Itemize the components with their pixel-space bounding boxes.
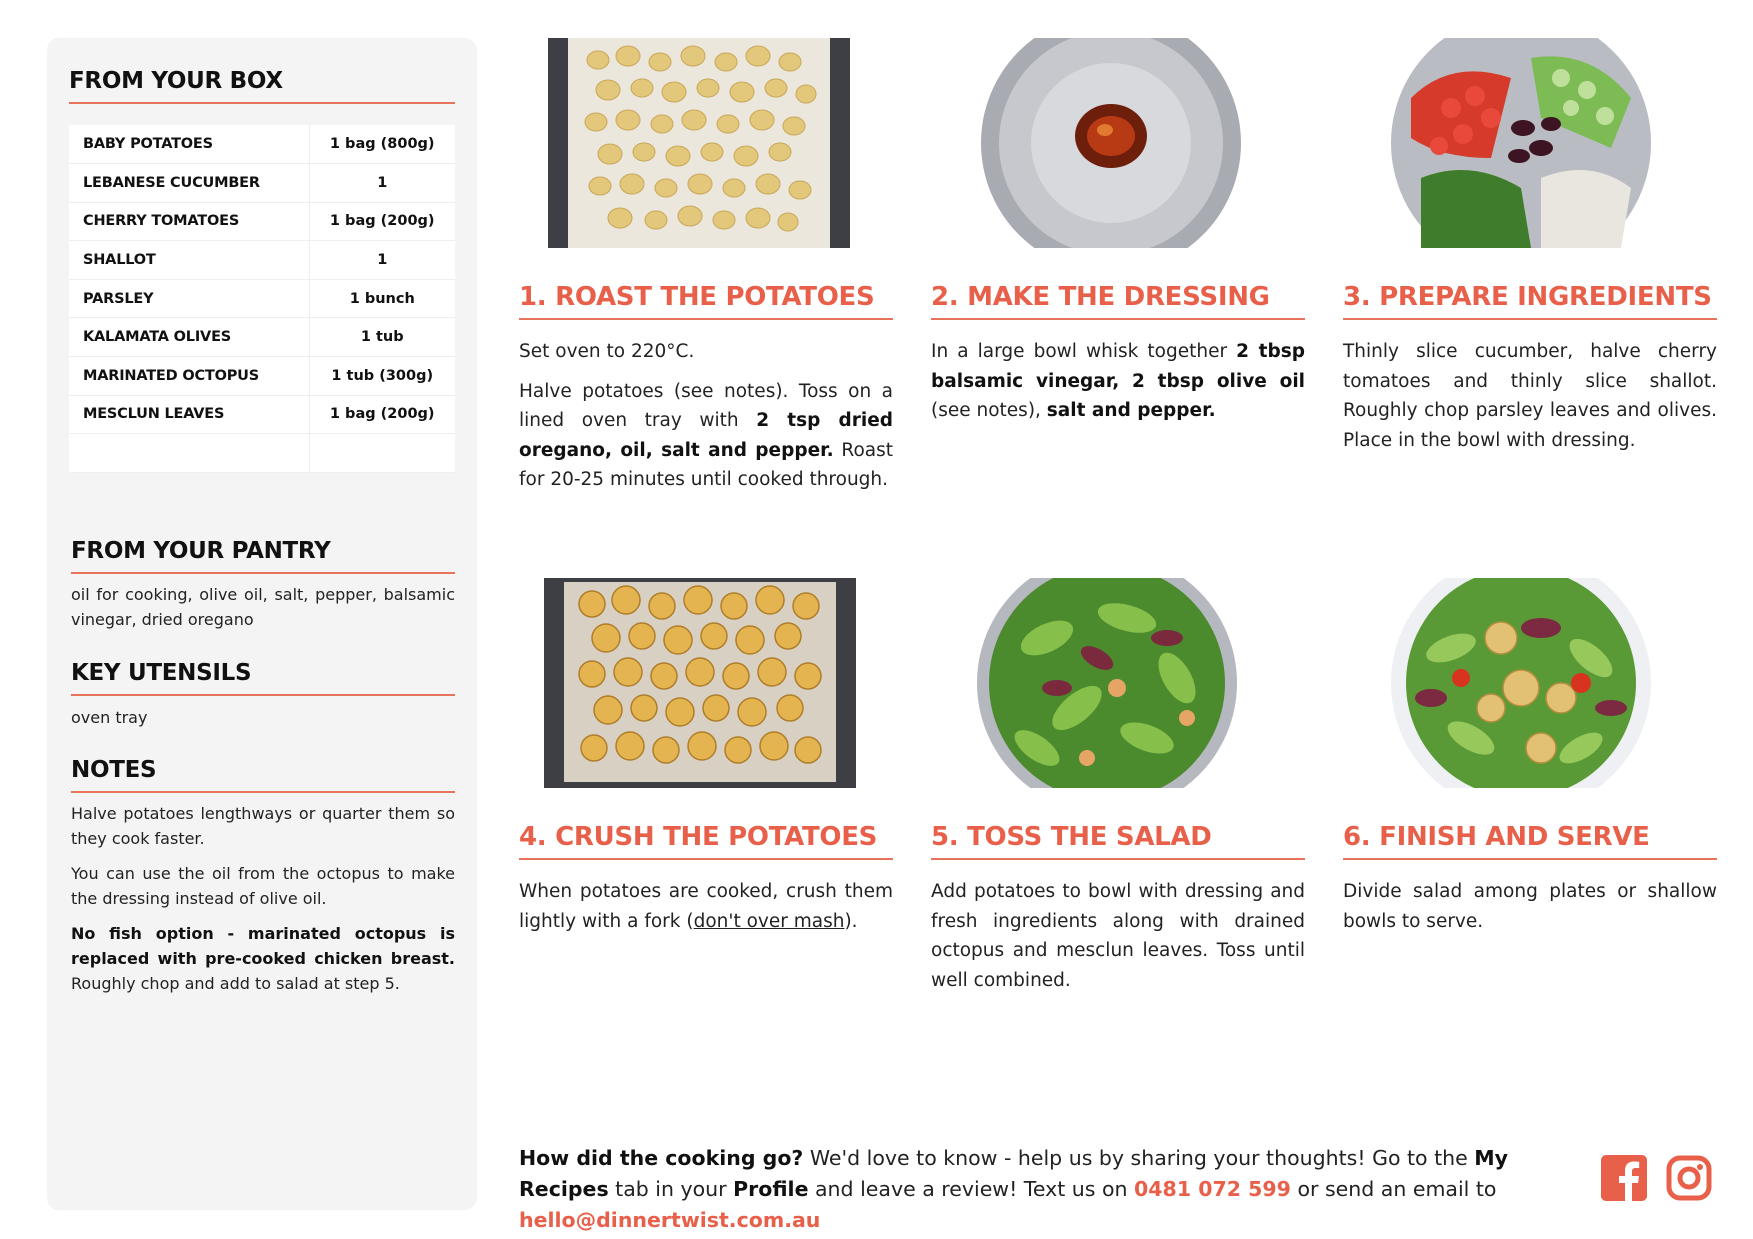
table-row: CHERRY TOMATOES 1 bag (200g) [69, 202, 455, 241]
table-row: LEBANESE CUCUMBER 1 [69, 164, 455, 203]
instagram-icon[interactable] [1666, 1155, 1712, 1201]
from-your-box-heading: FROM YOUR BOX [69, 68, 455, 104]
utensils-text: oven tray [71, 708, 148, 727]
table-row: MARINATED OCTOPUS 1 tub (300g) [69, 357, 455, 396]
step-3-title: 3. PREPARE INGREDIENTS [1343, 282, 1717, 320]
step-6-body: Divide salad among plates or shallow bowls to serve. [1343, 881, 1717, 932]
phone-link[interactable]: 0481 072 599 [1134, 1177, 1291, 1201]
step-6-title: 6. FINISH AND SERVE [1343, 822, 1717, 860]
note-2: You can use the oil from the octopus to make the dressing instead of olive oil. [71, 864, 455, 908]
note-1: Halve potatoes lengthways or quarter them so they cook faster. [71, 804, 455, 848]
finished-salad-plate-photo [1391, 578, 1651, 788]
table-row: KALAMATA OLIVES 1 tub [69, 318, 455, 357]
ingredients-sidebar [47, 38, 477, 1210]
table-row: SHALLOT 1 [69, 241, 455, 280]
box-ingredients-table [69, 125, 455, 473]
crushed-potatoes-tray-photo [544, 578, 856, 788]
notes-heading: NOTES [71, 757, 455, 793]
feedback-footer: How did the cooking go? We'd love to know - help us by sharing your thoughts! Go to the My Recipes tab in your Profile and leave a review! Text us on 0481 072 599 or send an email to hello@dinnertwist.com.au [519, 1146, 1509, 1232]
tossed-salad-bowl-photo [977, 578, 1237, 788]
table-row: BABY POTATOES 1 bag (800g) [69, 125, 455, 164]
step-2-title: 2. MAKE THE DRESSING [931, 282, 1305, 320]
roasted-potatoes-tray-photo [548, 38, 850, 248]
key-utensils-heading: KEY UTENSILS [71, 660, 455, 696]
step-4-body: When potatoes are cooked, crush them lightly with a fork (don't over mash). [519, 881, 893, 932]
table-row: MESCLUN LEAVES 1 bag (200g) [69, 395, 455, 434]
notes-text [71, 801, 455, 1006]
table-row: PARSLEY 1 bunch [69, 279, 455, 318]
step-1-body: Set oven to 220°C. Halve potatoes (see notes). Toss on a lined oven tray with 2 tsp dried oregano, oil, salt and pepper. Roast for 20-25 minutes until cooked through. [519, 341, 893, 490]
step-5-body: Add potatoes to bowl with dressing and fresh ingredients along with drained octopus and mesclun leaves. Toss until well combined. [931, 881, 1305, 991]
step-4-title: 4. CRUSH THE POTATOES [519, 822, 893, 860]
step-1-title: 1. ROAST THE POTATOES [519, 282, 893, 320]
step-3-body: Thinly slice cucumber, halve cherry tomatoes and thinly slice shallot. Roughly chop parsley leaves and olives. Place in the bowl with dressing. [1343, 341, 1717, 451]
step-2-body: In a large bowl whisk together 2 tbsp balsamic vinegar, 2 tbsp olive oil (see notes), salt and pepper. [931, 341, 1305, 421]
pantry-text: oil for cooking, olive oil, salt, pepper, balsamic vinegar, dried oregano [71, 585, 455, 629]
from-your-pantry-heading: FROM YOUR PANTRY [71, 538, 455, 574]
table-row-empty [69, 434, 455, 473]
facebook-icon[interactable] [1601, 1155, 1647, 1201]
email-link[interactable]: hello@dinnertwist.com.au [519, 1208, 821, 1232]
dressing-bowl-photo [981, 38, 1241, 248]
note-3: No fish option - marinated octopus is replaced with pre-cooked chicken breast. Roughly chop and add to salad at step 5. [71, 924, 455, 993]
prepared-ingredients-bowl-photo [1391, 38, 1651, 248]
step-5-title: 5. TOSS THE SALAD [931, 822, 1305, 860]
